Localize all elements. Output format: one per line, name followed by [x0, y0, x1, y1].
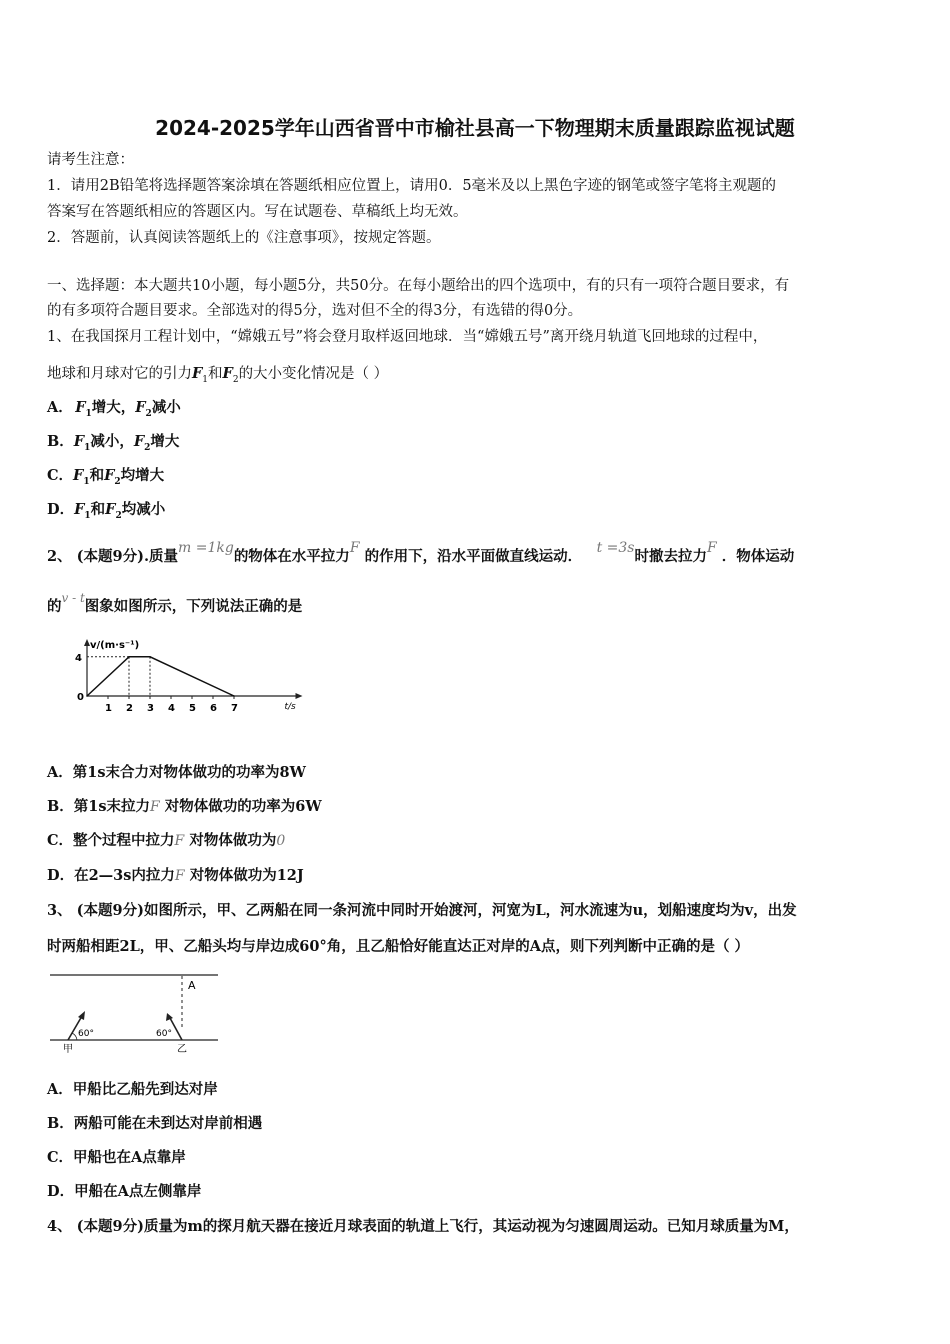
point-a-label: A — [188, 979, 196, 992]
x-tick-label-4: 4 — [168, 703, 175, 714]
boat-yi-label: 乙 — [177, 1044, 187, 1055]
notice-heading: 请考生注意： — [47, 152, 134, 168]
page-title: 2024-2025学年山西省晋中市榆社县高一下物理期末质量跟踪监视试题 — [155, 116, 795, 140]
q2-line-1: 2、 (本题9分).质量m =1kg的物体在水平拉力F 的作用下，沿水平面做直线运动． t =3s时撤去拉力F ．物体运动 — [47, 540, 795, 565]
angle-label-yi: 60° — [156, 1029, 172, 1039]
x-axis-arrow — [296, 693, 303, 699]
x-tick-label-3: 3 — [147, 703, 154, 714]
q3-option-a: A．甲船比乙船先到达对岸 — [47, 1081, 218, 1098]
velocity-point-2 — [149, 656, 151, 658]
boat-jia-arrowhead — [78, 1011, 85, 1020]
q2-line-2: 的$^{v - t}$图象如图所示，下列说法正确的是 — [47, 591, 303, 615]
q3-line-2: 时两船相距2L，甲、乙船头均与岸边成60°角，且乙船恰好能直达正对岸的A点，则下列判断中正确的是（ ） — [47, 938, 750, 955]
x-tick-label-6: 6 — [210, 703, 217, 714]
y-tick-label-4: 4 — [75, 652, 82, 664]
x-tick-label-7: 7 — [231, 703, 238, 714]
velocity-point-0 — [86, 695, 88, 697]
section-line-2: 的有多项符合题目要求。全部选对的得5分，选对但不全的得3分，有选错的得0分。 — [47, 303, 583, 319]
angle-label-jia: 60° — [78, 1029, 94, 1039]
river-boats-figure — [45, 966, 225, 1056]
y-axis-label: v/(m·s⁻¹) — [90, 640, 140, 651]
q1-line-2: 地球和月球对它的引力$F_1$和$F_2$的大小变化情况是（ ） — [47, 365, 389, 385]
q1-line-1: 1、在我国探月工程计划中，“嫦娥五号”将会登月取样返回地球．当“嫦娥五号”离开绕月轨道飞回地球的过程中， — [47, 329, 768, 345]
boat-jia-label: 甲 — [63, 1044, 73, 1055]
boat-yi-arrowhead — [166, 1013, 173, 1021]
velocity-series-line — [87, 657, 234, 696]
q3-option-c: C．甲船也在A点靠岸 — [47, 1149, 186, 1166]
notice-line-2: 2．答题前，认真阅读答题纸上的《注意事项》，按规定答题。 — [47, 230, 441, 246]
velocity-point-1 — [128, 656, 130, 658]
notice-line-1: 1．请用2B铅笔将选择题答案涂填在答题纸相应位置上，请用0．5毫米及以上黑色字迹的钢笔或签字笔将主观题的 — [47, 178, 777, 194]
notice-line-1b: 答案写在答题纸相应的答题区内。写在试题卷、草稿纸上均无效。 — [47, 204, 468, 220]
q2-option-d: D．在2—3s内拉力F 对物体做功为12J — [47, 867, 304, 884]
section-line-1: 一、选择题：本大题共10小题，每小题5分，共50分。在每小题给出的四个选项中，有的只有一项符合题目要求，有 — [47, 278, 790, 294]
q3-option-b: B．两船可能在未到达对岸前相遇 — [47, 1115, 263, 1132]
angle-arc-jia — [72, 1033, 77, 1040]
x-tick-label-1: 1 — [105, 703, 112, 714]
x-tick-label-2: 2 — [126, 703, 133, 714]
q3-option-d: D．甲船在A点左侧靠岸 — [47, 1183, 202, 1200]
q2-option-c: C．整个过程中拉力F 对物体做功为0 — [47, 832, 286, 849]
origin-label: 0 — [77, 692, 84, 703]
q2-option-b: B．第1s末拉力F 对物体做功的功率为6W — [47, 798, 322, 815]
q1-option-b: B．$F_1$减小，$F_2$增大 — [47, 433, 180, 453]
x-axis-label: t/s — [284, 702, 296, 712]
q3-line-1: 3、 (本题9分)如图所示，甲、乙两船在同一条河流中同时开始渡河，河宽为L，河水流速为u，划船速度均为v，出发 — [47, 902, 797, 919]
q1-option-c: C．$F_1$和$F_2$均增大 — [47, 467, 165, 487]
velocity-time-chart — [45, 628, 296, 723]
x-tick-label-5: 5 — [189, 703, 196, 714]
velocity-point-3 — [233, 695, 235, 697]
q1-option-d: D．$F_1$和$F_2$均减小 — [47, 501, 166, 521]
q1-option-a: A． $F_1$增大，$F_2$减小 — [47, 399, 181, 419]
q4-line-1: 4、 (本题9分)质量为m的探月航天器在接近月球表面的轨道上飞行，其运动视为匀速圆周运动。已知月球质量为M， — [47, 1218, 799, 1235]
q2-option-a: A．第1s末合力对物体做功的功率为8W — [47, 764, 306, 781]
